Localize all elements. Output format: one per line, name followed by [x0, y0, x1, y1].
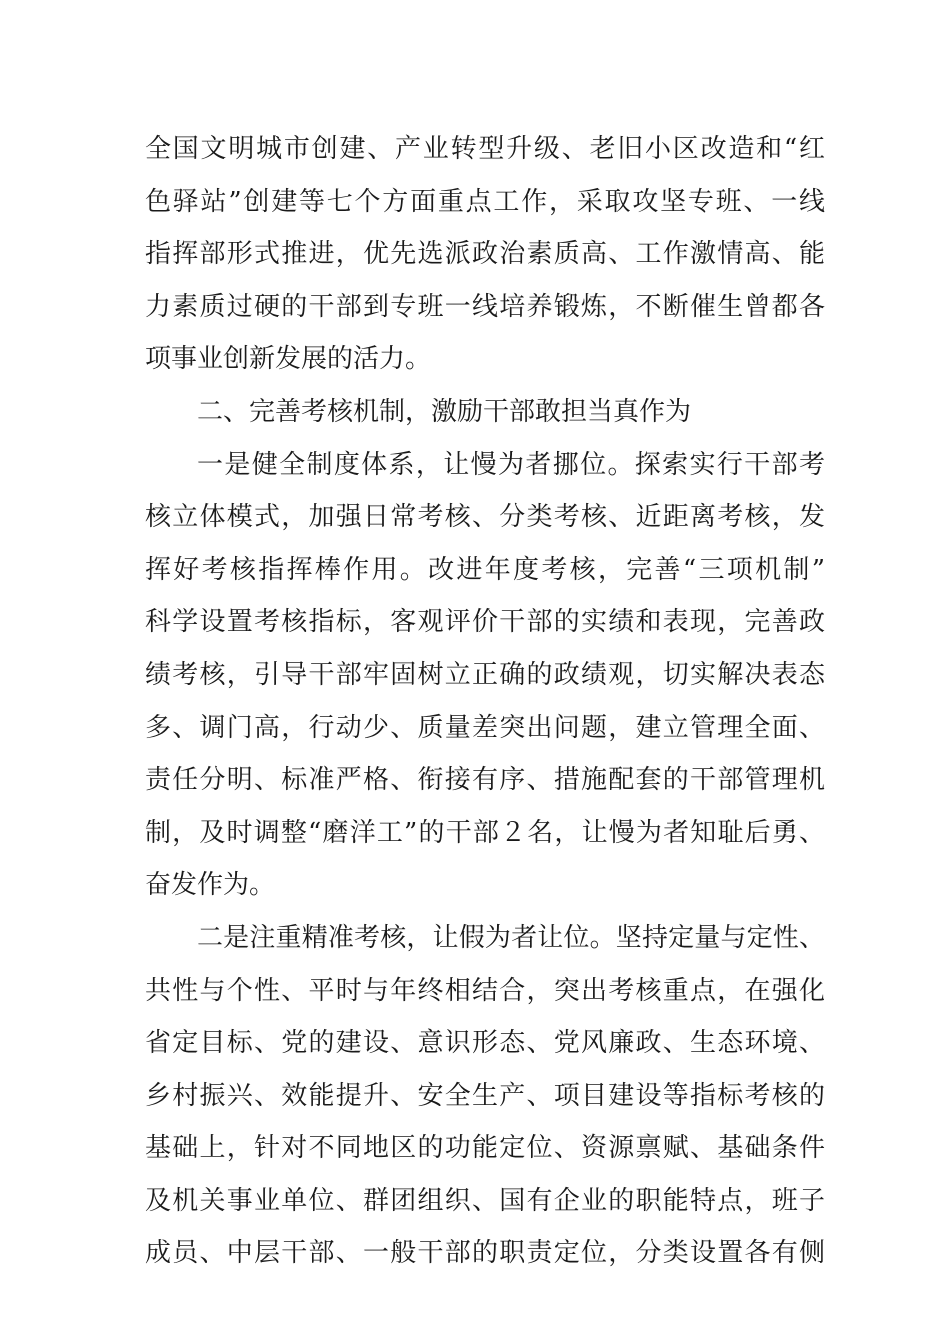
text-line: 全国文明城市创建、产业转型升级、老旧小区改造和“红: [145, 134, 825, 164]
text-line: 基础上，针对不同地区的功能定位、资源禀赋、基础条件: [145, 1133, 825, 1164]
text-line: 共性与个性、平时与年终相结合，突出考核重点，在强化: [145, 975, 825, 1006]
text-line: 项事业创新发展的活力。: [145, 344, 432, 375]
text-line: 乡村振兴、效能提升、安全生产、项目建设等指标考核的: [145, 1080, 825, 1111]
text-line: 二、完善考核机制，激励干部敢担当真作为: [197, 396, 692, 427]
text-line: 一是健全制度体系，让慢为者挪位。探索实行干部考: [197, 449, 825, 480]
text-line: 色驿站”创建等七个方面重点工作，采取攻坚专班、一线: [145, 186, 825, 217]
text-line: 奋发作为。: [145, 870, 276, 901]
text-line: 科学设置考核指标，客观评价干部的实绩和表现，完善政: [145, 607, 825, 638]
text-line: 指挥部形式推进，优先选派政治素质高、工作激情高、能: [145, 239, 825, 270]
text-line: 及机关事业单位、群团组织、国有企业的职能特点，班子: [145, 1185, 825, 1216]
text-line: 力素质过硬的干部到专班一线培养锻炼，不断催生曾都各: [145, 291, 825, 322]
text-line: 核立体模式，加强日常考核、分类考核、近距离考核，发: [145, 502, 825, 533]
text-line: 成员、中层干部、一般干部的职责定位，分类设置各有侧: [145, 1238, 825, 1269]
text-line: 绩考核，引导干部牢固树立正确的政绩观，切实解决表态: [145, 659, 825, 690]
text-line: 挥好考核指挥棒作用。改进年度考核，完善“三项机制”: [145, 554, 825, 585]
text-line: 二是注重精准考核，让假为者让位。坚持定量与定性、: [197, 922, 825, 953]
text-line: 制，及时调整“磨洋工”的干部２名，让慢为者知耻后勇、: [145, 817, 825, 848]
text-line: 省定目标、党的建设、意识形态、党风廉政、生态环境、: [145, 1028, 825, 1059]
text-line: 责任分明、标准严格、衔接有序、措施配套的干部管理机: [145, 765, 825, 796]
document-body: [145, 128, 825, 1285]
text-line: 多、调门高，行动少、质量差突出问题，建立管理全面、: [145, 712, 825, 743]
